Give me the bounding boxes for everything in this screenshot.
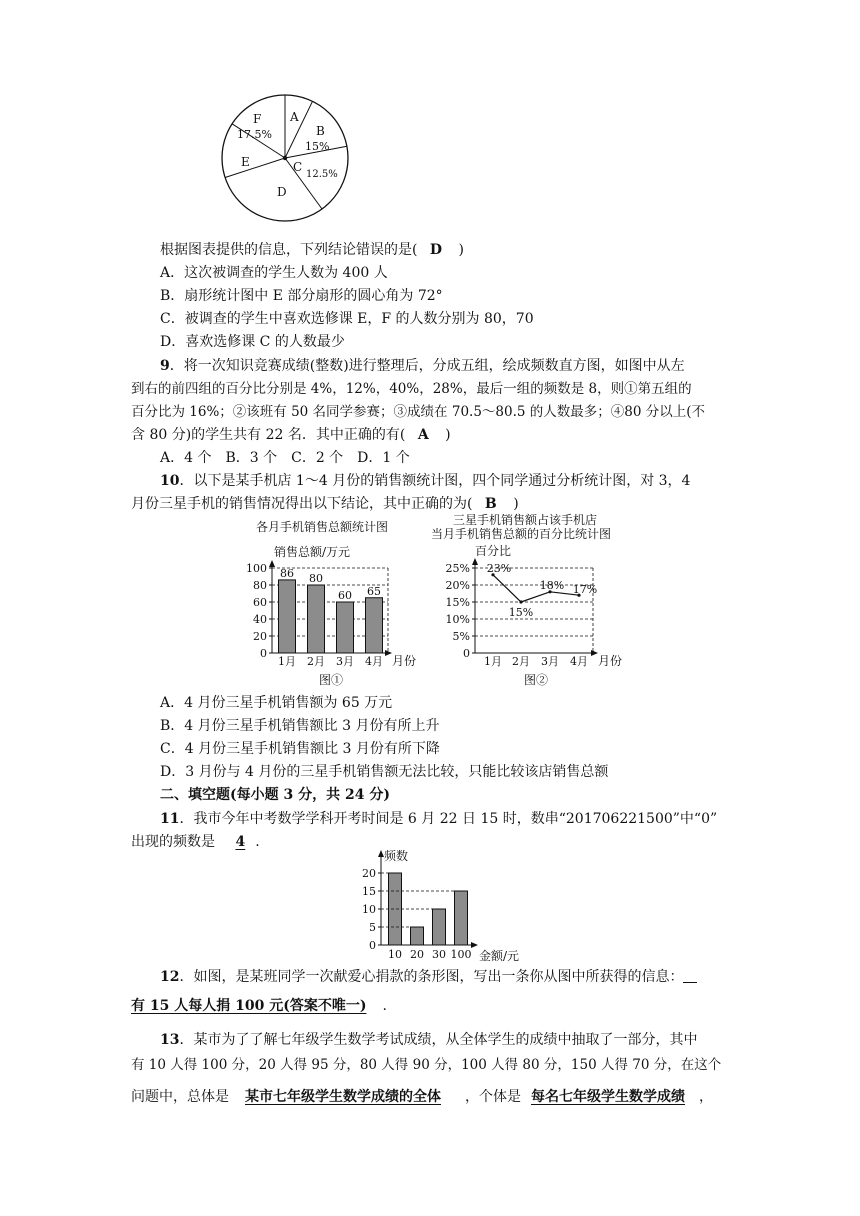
chart-y-axis-label: 销售总额/万元 <box>274 545 351 559</box>
q11-line-1-text: ．我市今年中考数学学科开考时间是 6 月 22 日 15 时，数串“201706221500”中“0” <box>179 811 718 827</box>
pie-label-c-pct: 12.5% <box>306 169 338 180</box>
q10-line-1 <box>160 471 690 491</box>
bar-value-label: 86 <box>280 566 294 580</box>
q11-end: . <box>255 834 260 850</box>
y-tick-label: 0 <box>369 939 376 952</box>
q8-answer: D <box>429 242 443 258</box>
pie-label-e: E <box>241 155 250 169</box>
bar <box>366 598 383 653</box>
q8-close: ) <box>458 242 464 258</box>
q11-answer-text: 4 <box>235 834 246 850</box>
chart-y-axis-label: 百分比 <box>475 544 512 558</box>
x-tick-label: 4月 <box>365 655 383 668</box>
q9-line-2: 到右的前四组的百分比分别是 4%，12%，40%，28%，最后一组的频数是 8，则①第五组的 <box>131 381 692 397</box>
q13-line-3-b: ，个体是 <box>465 1089 521 1105</box>
q12-end: . <box>382 998 387 1014</box>
y-axis-arrow <box>472 558 478 565</box>
q10-number: 10 <box>160 473 180 489</box>
q11-line-1 <box>160 809 717 829</box>
data-label: 17% <box>572 583 598 597</box>
x-tick-label: 3月 <box>336 655 354 668</box>
pie-label-a: A <box>290 110 299 124</box>
q12-line-1 <box>160 967 697 987</box>
q12-line-1-text: ．如图，是某班同学一次献爱心捐款的条形图，写出一条你从图中所获得的信息： <box>179 969 684 985</box>
q9-line-4 <box>131 425 451 445</box>
y-tick-label: 0 <box>463 647 470 660</box>
x-tick-label: 20 <box>410 948 424 961</box>
q10-option-a: A．4 月份三星手机销售额为 65 万元 <box>160 695 393 711</box>
pie-center-dot <box>283 156 287 160</box>
x-tick-label: 30 <box>432 948 446 961</box>
q13-line-2: 有 10 人得 100 分，20 人得 95 分，80 人得 90 分，100 人得 80 分，150 人得 70 分，在这个 <box>131 1057 722 1073</box>
x-axis-arrow <box>385 650 392 656</box>
q10-option-d: D．3 月份与 4 月份的三星手机销售额无法比较，只能比较该店销售总额 <box>160 764 609 780</box>
y-tick-label: 20 <box>362 867 376 880</box>
x-tick-label: 1月 <box>278 655 296 668</box>
bar <box>389 873 402 945</box>
pie-label-c: C <box>293 160 303 174</box>
q13-answer-2-text: 每名七年级学生数学成绩 <box>531 1089 685 1105</box>
q8-option-c: C．被调查的学生中喜欢选修课 E，F 的人数分别为 80，70 <box>160 311 534 327</box>
pie-divider <box>225 158 285 178</box>
x-tick-label: 2月 <box>307 655 325 668</box>
q10-option-b: B．4 月份三星手机销售额比 3 月份有所上升 <box>160 718 440 734</box>
q12-answer <box>131 996 382 1016</box>
x-tick-label: 1月 <box>484 655 502 668</box>
bar <box>279 580 296 653</box>
q10-line-1-text: ．以下是某手机店 1～4 月份的销售额统计图，四个同学通过分析统计图，对 3，4 <box>179 473 691 489</box>
data-label: 23% <box>486 561 512 575</box>
q13-line-3-end: ， <box>699 1089 713 1105</box>
data-label: 18% <box>539 578 565 592</box>
bar-value-label: 80 <box>309 572 323 585</box>
q11-line-2-text: 出现的频数是 <box>131 834 215 850</box>
y-tick-label: 10 <box>362 903 376 916</box>
x-tick-label: 10 <box>388 948 402 961</box>
y-tick-label: 60 <box>253 596 267 609</box>
y-tick-label: 40 <box>253 613 267 626</box>
q9-line-3: 百分比为 16%；②该班有 50 名同学参赛；③成绩在 70.5～80.5 的人数最多；④80 分以上(不 <box>131 404 705 420</box>
bar-chart-donations <box>345 842 540 962</box>
data-point <box>519 600 522 603</box>
line-chart-samsung-share <box>425 511 650 691</box>
chart-y-axis-label: 频数 <box>384 849 409 863</box>
chart-title: 各月手机销售总额统计图 <box>256 520 389 534</box>
q9-line-1-text: ．将一次知识竞赛成绩(整数)进行整理后，分成五组，绘成频数直方图，如图中从左 <box>169 358 685 374</box>
q8-option-b: B．扇形统计图中 E 部分扇形的圆心角为 72° <box>160 288 443 304</box>
q8-stem-text: 根据图表提供的信息，下列结论错误的是( <box>160 242 418 258</box>
chart-x-axis-label: 金额/元 <box>479 949 520 962</box>
q10-line-2-text: 月份三星手机的销售情况得出以下结论，其中正确的为( <box>131 496 473 512</box>
q9-number: 9 <box>160 358 170 374</box>
bar-chart-monthly-sales <box>240 515 440 690</box>
bar <box>433 909 446 945</box>
bar <box>337 602 354 653</box>
pie-label-d: D <box>277 185 287 199</box>
chart-x-axis-label: 月份 <box>598 654 623 668</box>
q9-close: ) <box>445 427 451 443</box>
y-tick-label: 20 <box>253 630 267 643</box>
pie-chart <box>210 88 360 228</box>
q10-option-c: C．4 月份三星手机销售额比 3 月份有所下降 <box>160 741 440 757</box>
bar-value-label: 60 <box>338 589 352 602</box>
x-axis-arrow <box>591 650 598 656</box>
q13-number: 13 <box>160 1032 180 1048</box>
y-tick-label: 15% <box>445 596 470 609</box>
chart-caption: 图① <box>319 673 344 687</box>
q13-answer-1-text: 某市七年级学生数学成绩的全体 <box>245 1089 441 1105</box>
q8-stem <box>160 240 464 260</box>
x-tick-label: 100 <box>450 948 472 961</box>
x-tick-label: 4月 <box>570 655 588 668</box>
q8-option-d: D．喜欢选修课 C 的人数最少 <box>160 334 345 350</box>
y-tick-label: 25% <box>445 562 470 575</box>
pie-divider <box>285 158 322 209</box>
q9-options: A．4 个 B．3 个 C．2 个 D．1 个 <box>160 450 410 466</box>
data-label: 15% <box>508 606 534 619</box>
section-2-heading: 二、填空题(每小题 3 分，共 24 分) <box>160 787 390 803</box>
x-tick-label: 2月 <box>512 655 530 668</box>
bar <box>411 927 424 945</box>
x-tick-label: 3月 <box>541 655 559 668</box>
q11-answer <box>219 832 255 852</box>
y-tick-label: 5 <box>369 921 376 934</box>
y-tick-label: 100 <box>246 562 267 575</box>
q11-number: 11 <box>160 811 180 827</box>
q13-line-1-text: ．某市为了了解七年级学生数学考试成绩，从全体学生的成绩中抽取了一部分，其中 <box>179 1032 698 1048</box>
y-tick-label: 5% <box>452 630 470 643</box>
pie-label-f-pct: 17.5% <box>237 128 272 141</box>
chart-title-line-1: 三星手机销售额占该手机店 <box>453 513 598 527</box>
pie-label-b: B <box>316 124 325 138</box>
q12-number: 12 <box>160 969 180 985</box>
q13-line-3-a: 问题中，总体是 <box>131 1089 229 1105</box>
pie-label-b-pct: 15% <box>305 140 330 153</box>
y-tick-label: 0 <box>260 647 267 660</box>
q12-line-2 <box>131 996 387 1016</box>
q9-line-4-text: 含 80 分)的学生共有 22 名．其中正确的有( <box>131 427 406 443</box>
x-axis-arrow <box>471 942 478 948</box>
y-tick-label: 80 <box>253 579 267 592</box>
series-line <box>493 575 579 602</box>
q12-answer-text: 有 15 人每人捐 100 元(答案不唯一) <box>131 998 367 1014</box>
q10-close: ) <box>513 496 519 512</box>
q13-line-1 <box>160 1030 697 1050</box>
bar <box>308 585 325 653</box>
q13-line-3 <box>131 1087 713 1107</box>
q11-line-2 <box>131 832 260 852</box>
q9-line-1 <box>160 356 685 376</box>
chart-caption: 图② <box>524 673 549 687</box>
bar <box>455 891 468 945</box>
y-tick-label: 20% <box>445 579 470 592</box>
chart-x-axis-label: 月份 <box>392 654 417 668</box>
q10-answer: B <box>484 496 497 512</box>
q12-underline-start <box>683 968 697 983</box>
y-tick-label: 15 <box>362 885 376 898</box>
y-axis-arrow <box>269 560 275 567</box>
y-tick-label: 10% <box>445 613 470 626</box>
chart-title-line-2: 当月手机销售总额的百分比统计图 <box>431 527 612 541</box>
bar-value-label: 65 <box>367 584 381 598</box>
q9-answer: A <box>417 427 429 443</box>
q13-answer-1 <box>229 1087 465 1107</box>
pie-label-f: F <box>253 112 262 126</box>
q13-answer-2 <box>521 1087 699 1107</box>
q8-option-a: A．这次被调查的学生人数为 400 人 <box>160 265 388 281</box>
